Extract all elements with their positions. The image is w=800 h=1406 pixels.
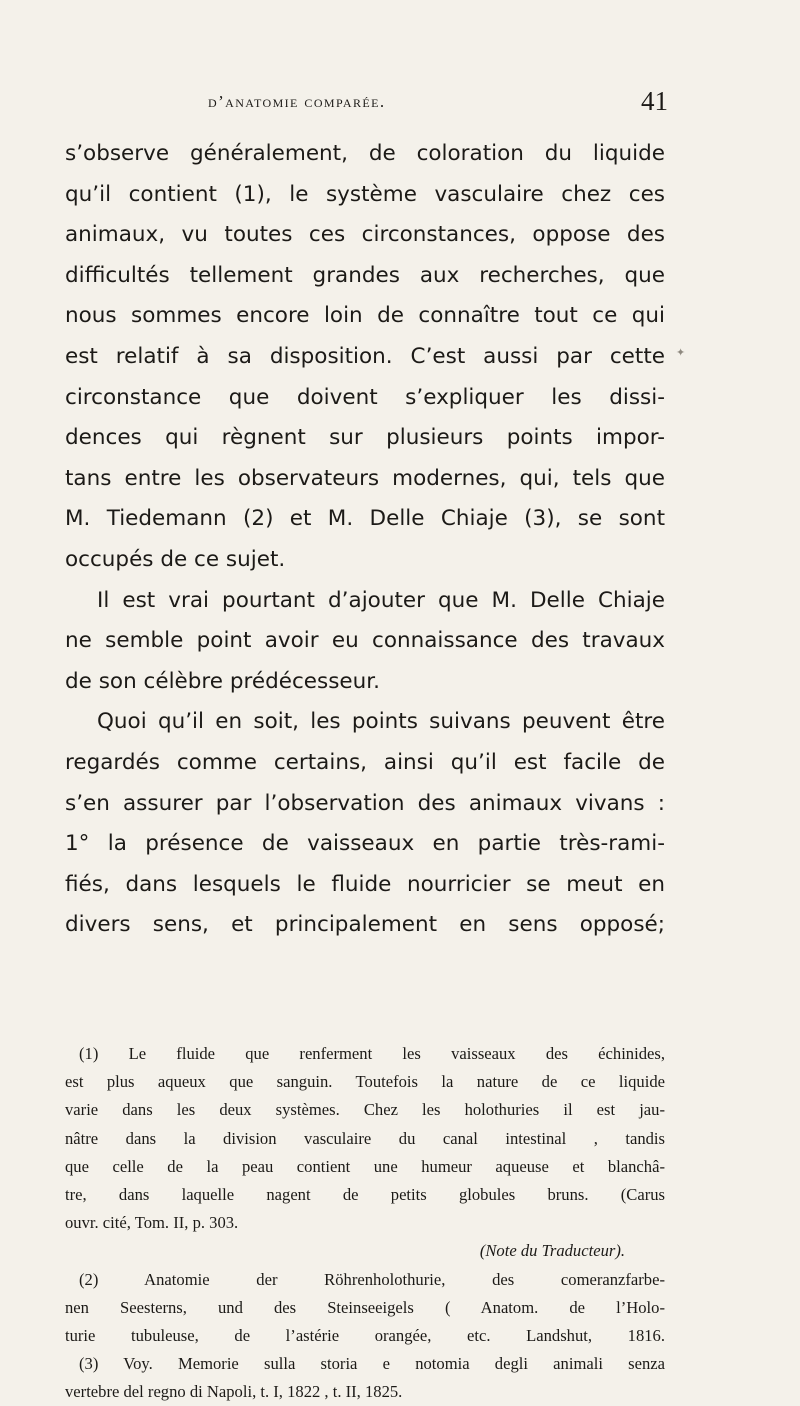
text-line: circonstance que doivent s’expliquer les dissi- [65,384,665,410]
text-line: dences qui règnent sur plusieurs points impor- [65,425,665,451]
text-line: ne semble point avoir eu connaissance des travaux [65,628,665,654]
text-line: s’observe généralement, de coloration du liquide [65,141,665,166]
text-line: difficultés tellement grandes aux recherches, que [65,262,665,288]
text-line: s’en assurer par l’observation des animaux vivans : [65,790,665,816]
text-line: de son célèbre prédécesseur. [65,668,380,694]
footnote-line: tre, dans laquelle nagent de petits globules bruns. (Carus [65,1184,665,1204]
main-text [65,134,665,946]
footnote-line: varie dans les deux systèmes. Chez les holothuries il est jau- [65,1100,665,1120]
page-number: 41 [641,86,668,116]
text-line: 1° la présence de vaisseaux en partie très-rami- [65,831,665,857]
footnotes [65,1040,665,1406]
running-head [208,88,668,120]
text-line: animaux, vu toutes ces circonstances, oppose des [65,222,665,248]
footnote-line: est plus aqueux que sanguin. Toutefois la nature de ce liquide [65,1072,665,1092]
text-line: est relatif à sa disposition. C’est aussi par cette [65,343,665,369]
text-line: Quoi qu’il en soit, les points suivans peuvent être [97,709,665,735]
text-line: nous sommes encore loin de connaître tout ce qui [65,303,665,329]
footnote-line: (3) Voy. Memorie sulla storia e notomia degli animali senza [79,1354,665,1374]
footnote-line: que celle de la peau contient une humeur aqueuse et blanchâ- [65,1156,665,1176]
text-line: occupés de ce sujet. [65,546,286,572]
footnote-line: ouvr. cité, Tom. II, p. 303. [65,1213,239,1233]
footnote-line: nen Seesterns, und des Steinseeigels ( Anatom. de l’Holo- [65,1297,665,1317]
text-line: tans entre les observateurs modernes, qui, tels que [65,465,665,491]
footnote-line: (2) Anatomie der Röhrenholothurie, des comeranzfarbe- [79,1269,665,1289]
text-line: regardés comme certains, ainsi qu’il est facile de [65,749,665,775]
running-title: d’anatomie comparée. [208,92,386,111]
footnote-line: turie tubuleuse, de l’astérie orangée, etc. Landshut, 1816. [65,1325,665,1345]
footnote-line: vertebre del regno di Napoli, t. I, 1822 , t. II, 1825. [65,1382,403,1402]
text-line: fiés, dans lesquels le fluide nourricier se meut en [65,871,665,897]
footnote-line: (1) Le fluide que renferment les vaisseaux des échinides, [79,1044,665,1063]
footnote-attribution: (Note du Traducteur). [479,1241,625,1261]
text-line: Il est vrai pourtant d’ajouter que M. Delle Chiaje [97,587,665,613]
footnote-line: nâtre dans la division vasculaire du canal intestinal , tandis [65,1128,665,1148]
page-blemish: ✦ [676,346,686,359]
text-line: divers sens, et principalement en sens opposé; [65,912,665,938]
text-line: qu’il contient (1), le système vasculaire chez ces [65,181,665,207]
text-line: M. Tiedemann (2) et M. Delle Chiaje (3), se sont [65,506,665,532]
